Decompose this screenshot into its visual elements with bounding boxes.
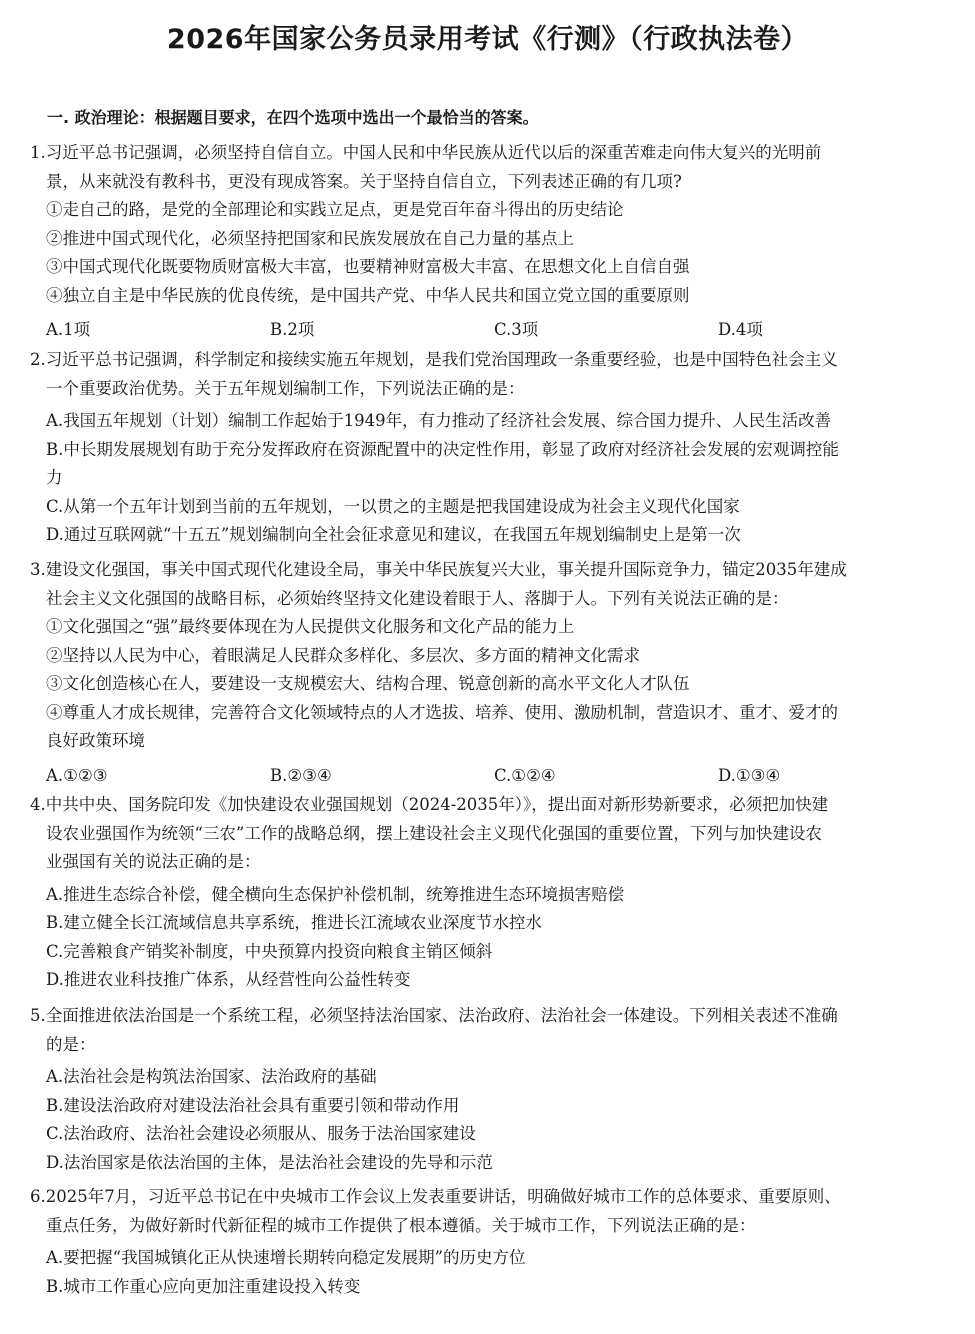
answer-option-b: B.建立健全长江流域信息共享系统，推进长江流域农业深度节水控水 [46, 913, 542, 932]
answer-option-d: D.4项 [718, 320, 763, 339]
answer-option-c: C.3项 [494, 320, 539, 339]
statement-item-wrap: 良好政策环境 [46, 731, 145, 750]
question-stem-line: 1.习近平总书记强调，必须坚持自信自立。中国人民和中华民族从近代以后的深重苦难走向伟大复兴的光明前 [30, 143, 822, 162]
question-3 [30, 556, 945, 790]
statement-item: ③中国式现代化既要物质财富极大丰富，也要精神财富极大丰富、在思想文化上自信自强 [46, 257, 690, 276]
answer-option-a: A.法治社会是构筑法治国家、法治政府的基础 [46, 1067, 377, 1086]
question-6 [30, 1183, 945, 1301]
question-stem-line: 的是： [46, 1034, 96, 1054]
question-5 [30, 1002, 945, 1177]
statement-item: ②坚持以人民为中心，着眼满足人民群众多样化、多层次、多方面的精神文化需求 [46, 645, 640, 665]
answer-option-b: B.城市工作重心应向更加注重建设投入转变 [46, 1276, 361, 1296]
answer-option-a: A.要把握“我国城镇化正从快速增长期转向稳定发展期”的历史方位 [46, 1248, 526, 1267]
section-heading: 一. 政治理论：根据题目要求，在四个选项中选出一个最恰当的答案。 [47, 108, 539, 127]
question-stem-line: 3.建设文化强国，事关中国式现代化建设全局，事关中华民族复兴大业，事关提升国际竞争力，锚定2035年建成 [30, 560, 847, 579]
answer-options-row [30, 316, 945, 345]
answer-option-b: B.2项 [270, 320, 315, 339]
answer-option-b-wrap: 力 [46, 468, 63, 487]
statement-item: ①走自己的路，是党的全部理论和实践立足点，更是党百年奋斗得出的历史结论 [46, 200, 624, 219]
statement-item: ③文化创造核心在人，要建设一支规模宏大、结构合理、锐意创新的高水平文化人才队伍 [46, 674, 690, 693]
answer-option-d: D.①③④ [718, 765, 781, 785]
answer-option-c: C.法治政府、法治社会建设必须服从、服务于法治国家建设 [46, 1124, 476, 1143]
answer-option-d: D.通过互联网就“十五五”规划编制向全社会征求意见和建议，在我国五年规划编制史上是第一次 [46, 525, 741, 544]
question-stem-line: 社会主义文化强国的战略目标，必须始终坚持文化建设着眼于人、落脚于人。下列有关说法正确的是： [46, 588, 789, 608]
question-stem-line: 业强国有关的说法正确的是： [46, 852, 261, 871]
question-stem-line: 景，从来就没有教科书，更没有现成答案。关于坚持自信自立，下列表述正确的有几项? [46, 171, 682, 191]
answer-option-a: A.我国五年规划（计划）编制工作起始于1949年，有力推动了经济社会发展、综合国力提升、人民生活改善 [46, 411, 832, 430]
question-stem-line: 2.习近平总书记强调，科学制定和接续实施五年规划，是我们党治国理政一条重要经验，也是中国特色社会主义 [30, 350, 838, 369]
statement-item: ②推进中国式现代化，必须坚持把国家和民族发展放在自己力量的基点上 [46, 228, 574, 248]
question-stem-line: 重点任务，为做好新时代新征程的城市工作提供了根本遵循。关于城市工作，下列说法正确的是： [46, 1215, 756, 1235]
answer-option-b: B.②③④ [270, 765, 332, 785]
statement-item: ①文化强国之“强”最终要体现在为人民提供文化服务和文化产品的能力上 [46, 617, 575, 636]
question-stem-line: 5.全面推进依法治国是一个系统工程，必须坚持法治国家、法治政府、法治社会一体建设。下列相关表述不准确 [30, 1006, 838, 1025]
answer-option-c: C.从第一个五年计划到当前的五年规划，一以贯之的主题是把我国建设成为社会主义现代化国家 [46, 496, 740, 516]
statement-item: ④独立自主是中华民族的优良传统，是中国共产党、中华人民共和国立党立国的重要原则 [46, 285, 690, 305]
answer-option-a: A.1项 [46, 320, 91, 339]
question-1 [30, 139, 945, 345]
answer-option-d: D.法治国家是依法治国的主体，是法治社会建设的先导和示范 [46, 1152, 493, 1172]
question-stem-line: 一个重要政治优势。关于五年规划编制工作，下列说法正确的是： [46, 378, 525, 398]
answer-option-a: A.①②③ [46, 765, 108, 785]
answer-option-c: C.①②④ [494, 765, 556, 785]
answer-option-c: C.完善粮食产销奖补制度，中央预算内投资向粮食主销区倾斜 [46, 941, 493, 961]
answer-options-row [30, 762, 945, 791]
question-stem-line: 6.2025年7月，习近平总书记在中央城市工作会议上发表重要讲话，明确做好城市工作的总体要求、重要原则、 [30, 1187, 841, 1206]
question-4 [30, 791, 945, 995]
answer-option-a: A.推进生态综合补偿，健全横向生态保护补偿机制，统筹推进生态环境损害赔偿 [46, 884, 625, 904]
answer-option-b: B.建设法治政府对建设法治社会具有重要引领和带动作用 [46, 1095, 460, 1115]
question-stem-line: 设农业强国作为统领“三农”工作的战略总纲，摆上建设社会主义现代化强国的重要位置，下列与加快建设农 [46, 823, 822, 843]
answer-option-b: B.中长期发展规划有助于充分发挥政府在资源配置中的决定性作用，彰显了政府对经济社会发展的宏观调控能 [46, 439, 839, 459]
page-title: 2026年国家公务员录用考试《行测》（行政执法卷） [166, 24, 809, 55]
question-stem-line: 4.中共中央、国务院印发《加快建设农业强国规划（2024-2035年）》，提出面对新形势新要求，必须把加快建 [30, 795, 829, 814]
statement-item: ④尊重人才成长规律，完善符合文化领域特点的人才选拔、培养、使用、激励机制，营造识才、重才、爱才的 [46, 702, 838, 722]
question-2 [30, 346, 945, 550]
answer-option-d: D.推进农业科技推广体系，从经营性向公益性转变 [46, 970, 411, 989]
